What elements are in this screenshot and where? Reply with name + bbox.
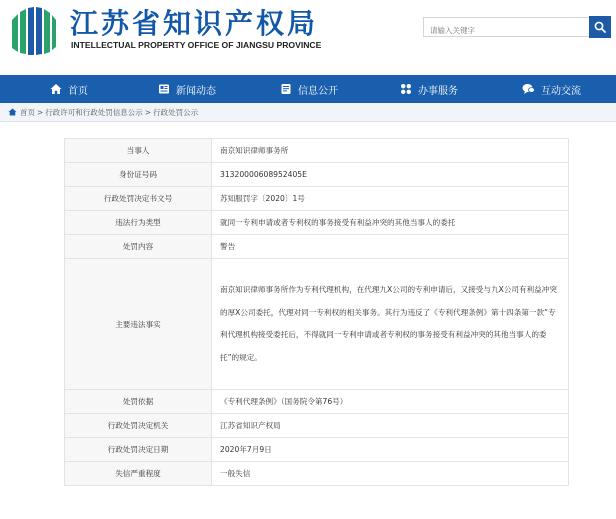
document-icon xyxy=(280,83,292,95)
nav-item-label: 首页 xyxy=(68,85,88,97)
table-row xyxy=(65,414,569,438)
row-label: 当事人 xyxy=(65,139,212,163)
row-label: 行政处罚决定机关 xyxy=(65,414,212,438)
row-label: 身份证号码 xyxy=(65,163,212,187)
table-row xyxy=(65,139,569,163)
row-label: 失信严重程度 xyxy=(65,462,212,486)
row-label: 处罚依据 xyxy=(65,390,212,414)
row-value: 南京知识律师事务所作为专利代理机构，在代理九X公司的专利申请后，又接受与九X公司有利益冲突的厚X公司委托，代理对同一专利权的相关事务。其行为违反了《专利代理条例》第十四条第一款“专利代理机构接受委托后，不得就同一专利申请或者专利权的事务接受有利益冲突的其他当事人的委托”的规定。 xyxy=(212,259,569,390)
row-value: 就同一专利申请或者专利权的事务接受有利益冲突的其他当事人的委托 xyxy=(212,211,569,235)
nav-item-services[interactable] xyxy=(400,75,458,103)
row-label: 违法行为类型 xyxy=(65,211,212,235)
home-icon xyxy=(50,83,62,95)
search-input[interactable] xyxy=(424,22,596,40)
breadcrumb-item-disclosure[interactable]: 行政许可和行政处罚信息公示 xyxy=(45,107,143,117)
row-label: 主要违法事实 xyxy=(65,259,212,390)
row-label: 处罚内容 xyxy=(65,235,212,259)
chat-icon xyxy=(522,83,535,95)
row-value: 江苏省知识产权局 xyxy=(212,414,569,438)
table-row xyxy=(65,211,569,235)
search-box xyxy=(423,17,591,37)
table-row xyxy=(65,438,569,462)
table-row xyxy=(65,390,569,414)
row-value: 一般失信 xyxy=(212,462,569,486)
nav-item-label: 互动交流 xyxy=(541,85,581,97)
breadcrumb xyxy=(0,103,616,122)
table-row xyxy=(65,187,569,211)
row-value: 《专利代理条例》（国务院令第76号） xyxy=(212,390,569,414)
main-nav xyxy=(0,75,616,103)
table-row xyxy=(65,462,569,486)
nav-item-label: 信息公开 xyxy=(298,85,338,97)
row-value: 警告 xyxy=(212,235,569,259)
row-value: 南京知识律师事务所 xyxy=(212,139,569,163)
nav-item-label: 办事服务 xyxy=(418,85,458,97)
table-row xyxy=(65,235,569,259)
row-value: 2020年7月9日 xyxy=(212,438,569,462)
breadcrumb-separator: > xyxy=(37,107,44,117)
row-label: 行政处罚决定书文号 xyxy=(65,187,212,211)
site-subtitle: INTELLECTUAL PROPERTY OFFICE OF JIANGSU PROVINCE xyxy=(71,40,322,50)
nav-item-interaction[interactable] xyxy=(522,75,581,103)
jiangsu-ipo-logo[interactable] xyxy=(8,6,58,56)
breadcrumb-item-home[interactable]: 首页 xyxy=(20,107,35,117)
newspaper-icon xyxy=(158,83,170,95)
search-button[interactable] xyxy=(589,16,611,38)
search-icon xyxy=(594,21,606,33)
row-value: 31320000608952405E xyxy=(212,163,569,187)
row-value: 苏知服罚字〔2020〕1号 xyxy=(212,187,569,211)
nav-item-info[interactable] xyxy=(280,75,338,103)
penalty-detail-table xyxy=(64,138,569,486)
grid-icon xyxy=(400,83,412,95)
breadcrumb-separator: > xyxy=(144,107,152,117)
nav-item-home[interactable] xyxy=(50,75,88,103)
site-header xyxy=(0,0,616,75)
home-icon xyxy=(8,108,17,116)
nav-item-news[interactable] xyxy=(158,75,216,103)
site-title: 江苏省知识产权局 xyxy=(70,7,319,40)
table-row xyxy=(65,163,569,187)
table-row xyxy=(65,259,569,390)
row-label: 行政处罚决定日期 xyxy=(65,438,212,462)
nav-item-label: 新闻动态 xyxy=(176,85,216,97)
breadcrumb-item-penalty[interactable]: 行政处罚公示 xyxy=(153,107,199,117)
